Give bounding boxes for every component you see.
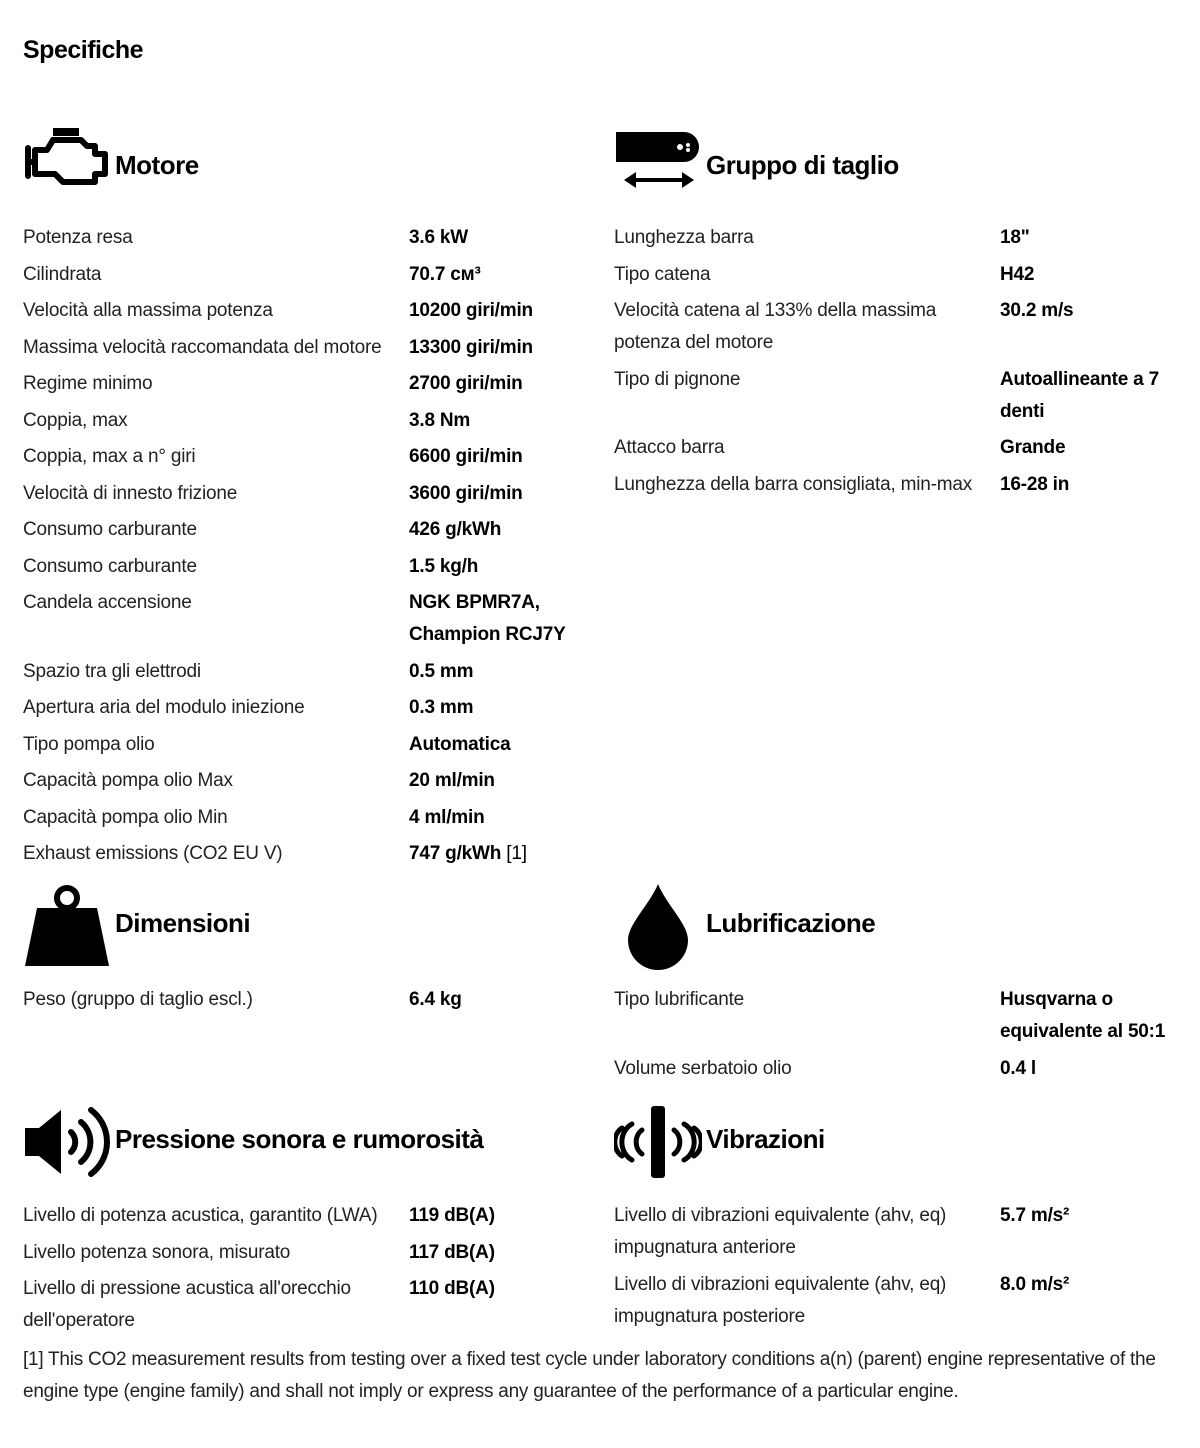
spec-value-text: 1.5 kg/h — [409, 555, 479, 577]
section-title: Pressione sonora e rumorosità — [115, 1124, 484, 1154]
spec-label: Lunghezza barra — [614, 227, 754, 248]
spec-label: Coppia, max — [23, 409, 128, 431]
spec-row — [23, 1235, 598, 1272]
spec-row — [23, 257, 598, 294]
spec-label: Tipo pompa olio — [23, 733, 155, 755]
spec-value — [409, 222, 598, 254]
spec-row — [23, 727, 598, 764]
spec-value — [1000, 469, 1189, 501]
spec-value — [409, 838, 598, 870]
spec-row — [614, 293, 1189, 362]
spec-label: Potenza resa — [23, 227, 133, 248]
section-header — [23, 1104, 598, 1178]
section-header — [614, 884, 1189, 966]
spec-label: Apertura aria del modulo iniezione — [23, 697, 305, 718]
spec-row — [23, 549, 598, 586]
spec-value-text: 3.6 kW — [409, 227, 468, 248]
spec-value — [409, 656, 598, 688]
spec-value — [1000, 984, 1189, 1048]
section-title: Dimensioni — [115, 908, 251, 938]
spec-label: Capacità pompa olio Min — [23, 806, 228, 828]
section-header — [614, 1104, 1189, 1178]
section-dimensioni — [23, 884, 598, 1010]
spec-label: Peso (gruppo di taglio escl.) — [23, 989, 253, 1010]
spec-value-text: 6600 giri/min — [409, 446, 523, 467]
section-pressione-sonora — [23, 1104, 598, 1331]
spec-label: Tipo catena — [614, 263, 711, 285]
spec-row — [614, 1198, 1189, 1267]
spec-list-gruppo-di-taglio — [614, 220, 1189, 503]
spec-row — [23, 366, 598, 403]
spec-value-text: 5.7 m/s² — [1000, 1205, 1070, 1226]
spec-value — [409, 295, 598, 327]
section-header — [614, 126, 1189, 196]
spec-label: Consumo carburante — [23, 555, 197, 577]
spec-value — [409, 1237, 598, 1269]
spec-value — [409, 514, 598, 546]
spec-value-text: 6.4 kg — [409, 989, 462, 1010]
spec-value-text: Grande — [1000, 437, 1066, 458]
spec-label: Velocità catena al 133% della massima potenza del motore — [614, 300, 937, 353]
spec-row — [23, 1198, 598, 1235]
spec-value — [409, 729, 598, 761]
spec-row — [614, 1051, 1189, 1088]
spec-list-pressione-sonora — [23, 1198, 598, 1340]
spec-value-text: 18" — [1000, 227, 1030, 248]
spec-value-text: 3.8 Nm — [409, 409, 471, 431]
section-header — [23, 126, 598, 196]
spec-label: Cilindrata — [23, 263, 102, 285]
spec-value — [409, 478, 598, 510]
spec-value-text: 117 dB(A) — [409, 1241, 495, 1263]
spec-row — [614, 257, 1189, 294]
spec-value — [409, 1273, 598, 1337]
spec-row — [614, 1267, 1189, 1336]
section-title: Vibrazioni — [706, 1124, 825, 1154]
section-title: Lubrificazione — [706, 908, 876, 938]
spec-label: Lunghezza della barra consigliata, min-max — [614, 473, 973, 495]
spec-list-dimensioni — [23, 982, 598, 1019]
spec-value-text: 20 ml/min — [409, 770, 495, 791]
spec-value-text: 110 dB(A) — [409, 1278, 495, 1299]
spec-row — [23, 585, 598, 654]
section-motore — [23, 126, 598, 864]
spec-value — [1000, 222, 1189, 254]
spec-label: Volume serbatoio olio — [614, 1057, 792, 1079]
section-gruppo-di-taglio — [614, 126, 1189, 495]
spec-row — [23, 403, 598, 440]
spec-row — [614, 982, 1189, 1051]
engine-icon — [23, 126, 111, 195]
spec-row — [614, 220, 1189, 257]
vibration-icon — [614, 1104, 702, 1185]
spec-value — [409, 259, 598, 291]
spec-value-text: 0.4 l — [1000, 1057, 1036, 1079]
spec-value — [1000, 1053, 1189, 1085]
spec-row — [23, 220, 598, 257]
spec-value-text: NGK BPMR7A, Champion RCJ7Y — [409, 592, 566, 645]
spec-row — [23, 1271, 598, 1340]
spec-label: Coppia, max a n° giri — [23, 446, 196, 467]
spec-label: Exhaust emissions (CO2 EU V) — [23, 843, 283, 864]
oil-drop-icon — [614, 884, 702, 979]
section-lubrificazione — [614, 884, 1189, 1079]
spec-value — [409, 405, 598, 437]
chainsaw-bar-icon — [614, 126, 704, 197]
spec-row — [23, 982, 598, 1019]
spec-row — [23, 654, 598, 691]
weight-icon — [23, 884, 111, 973]
spec-value-text: Autoallineante a 7 denti — [1000, 368, 1159, 422]
spec-label: Tipo di pignone — [614, 368, 741, 390]
spec-value — [1000, 1269, 1189, 1333]
spec-row — [23, 476, 598, 513]
spec-list-motore — [23, 220, 598, 873]
spec-value — [409, 692, 598, 724]
spec-row — [23, 836, 598, 873]
spec-row — [23, 690, 598, 727]
spec-value — [409, 441, 598, 473]
spec-value-text: Automatica — [409, 733, 511, 755]
spec-label: Attacco barra — [614, 437, 725, 458]
page-title: Specifiche — [23, 36, 144, 64]
spec-label: Candela accensione — [23, 592, 192, 613]
spec-value-text: 70.7 cм³ — [409, 263, 481, 285]
spec-value-text: 2700 giri/min — [409, 373, 523, 394]
spec-value — [1000, 1200, 1189, 1264]
spec-label: Livello di vibrazioni equivalente (ahv, eq) impugnatura anteriore — [614, 1205, 947, 1258]
spec-value — [1000, 364, 1189, 428]
spec-row — [23, 512, 598, 549]
spec-list-vibrazioni — [614, 1198, 1189, 1335]
spec-value — [409, 802, 598, 834]
spec-value — [1000, 432, 1189, 464]
spec-row — [614, 430, 1189, 467]
spec-row — [23, 330, 598, 367]
spec-label: Livello di vibrazioni equivalente (ahv, eq) impugnatura posteriore — [614, 1273, 947, 1327]
footnote-ref: [1] — [506, 843, 527, 864]
spec-label: Tipo lubrificante — [614, 989, 745, 1010]
spec-value — [409, 551, 598, 583]
spec-label: Livello di potenza acustica, garantito (LWA) — [23, 1205, 378, 1226]
spec-row — [23, 439, 598, 476]
spec-list-lubrificazione — [614, 982, 1189, 1087]
spec-row — [23, 763, 598, 800]
spec-value — [409, 984, 598, 1016]
spec-label: Consumo carburante — [23, 519, 197, 540]
spec-label: Velocità alla massima potenza — [23, 300, 273, 321]
spec-value — [1000, 259, 1189, 291]
spec-value — [1000, 295, 1189, 359]
section-header — [23, 884, 598, 966]
spec-label: Velocità di innesto frizione — [23, 482, 238, 504]
spec-row — [23, 800, 598, 837]
spec-value — [409, 587, 598, 651]
spec-label: Livello potenza sonora, misurato — [23, 1241, 291, 1263]
spec-value-text: 119 dB(A) — [409, 1205, 495, 1226]
spec-value-text: 13300 giri/min — [409, 336, 533, 358]
spec-row — [614, 362, 1189, 431]
spec-value — [409, 368, 598, 400]
spec-value — [409, 765, 598, 797]
spec-value-text: 16-28 in — [1000, 473, 1070, 495]
spec-row — [614, 467, 1189, 504]
spec-value-text: H42 — [1000, 263, 1035, 285]
section-title: Gruppo di taglio — [706, 150, 899, 180]
spec-row — [23, 293, 598, 330]
spec-value-text: 30.2 m/s — [1000, 300, 1074, 321]
section-title: Motore — [115, 150, 199, 180]
spec-value-text: 0.5 mm — [409, 660, 474, 682]
spec-value — [409, 1200, 598, 1232]
section-vibrazioni — [614, 1104, 1189, 1327]
spec-value-text: 4 ml/min — [409, 806, 485, 828]
spec-value — [409, 332, 598, 364]
spec-label: Massima velocità raccomandata del motore — [23, 336, 382, 358]
spec-value-text: 0.3 mm — [409, 697, 474, 718]
spec-label: Regime minimo — [23, 373, 153, 394]
spec-label: Capacità pompa olio Max — [23, 770, 233, 791]
spec-label: Spazio tra gli elettrodi — [23, 660, 201, 682]
spec-label: Livello di pressione acustica all'orecchio dell'operatore — [23, 1278, 351, 1331]
spec-value-text: Husqvarna o equivalente al 50:1 — [1000, 989, 1166, 1042]
footnote: [1] This CO2 measurement results from testing over a fixed test cycle under laboratory conditions a(n) (parent) engine representative of the engine type (engine family) and shall not imply or express any guarantee of the performance of a particular engine. — [23, 1349, 1156, 1402]
spec-value-text: 747 g/kWh — [409, 843, 502, 864]
spec-value-text: 3600 giri/min — [409, 482, 523, 504]
spec-value-text: 10200 giri/min — [409, 300, 533, 321]
spec-value-text: 426 g/kWh — [409, 519, 502, 540]
speaker-icon — [23, 1104, 111, 1185]
spec-value-text: 8.0 m/s² — [1000, 1273, 1070, 1295]
